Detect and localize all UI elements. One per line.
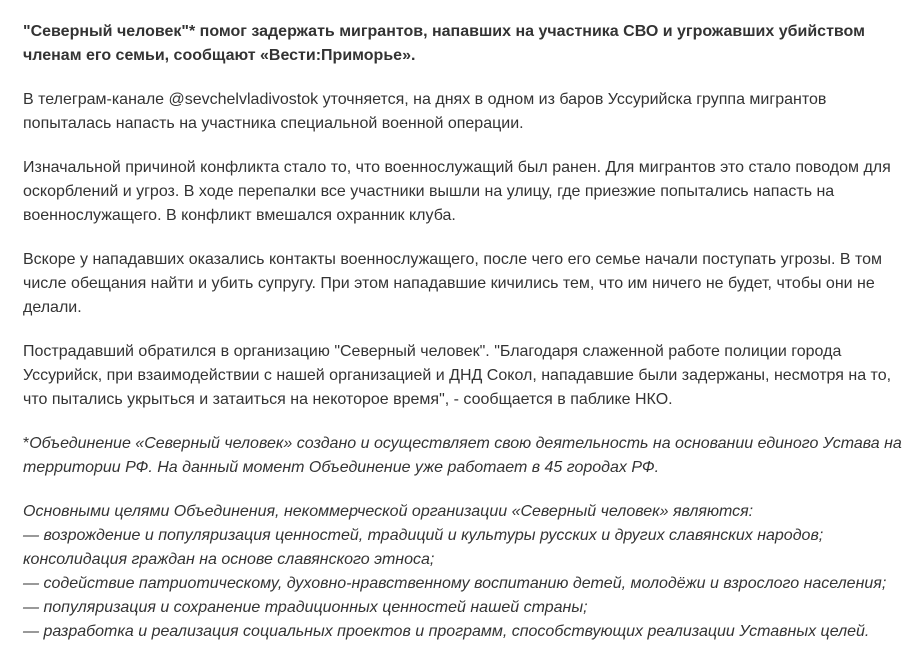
goal-item-1: — возрождение и популяризация ценностей, традиций и культуры русских и других славянских народов; — [23, 527, 824, 544]
goals-list — [23, 500, 902, 644]
goal-item-5: — разработка и реализация социальных проектов и программ, способствующих реализации Уставных целей. — [23, 623, 870, 640]
goal-item-4: — популяризация и сохранение традиционных ценностей нашей страны; — [23, 599, 588, 616]
article-lead: "Северный человек"* помог задержать мигрантов, напавших на участника СВО и угрожавших убийством членам его семьи, сообщают «Вести:Приморье». — [23, 23, 865, 64]
organization-note — [23, 432, 902, 480]
article-paragraph-3: Вскоре у нападавших оказались контакты военнослужащего, после чего его семье начали поступать угрозы. В том числе обещания найти и убить супругу. При этом нападавшие кичились тем, что им ничего не будет, чтобы они не делали. — [23, 251, 882, 316]
article-paragraph-4: Пострадавший обратился в организацию "Северный человек". "Благодаря слаженной работе полиции города Уссурийск, при взаимодействии с нашей организацией и ДНД Сокол, нападавшие были задержаны, несмотря на то, что пытались укрыться и затаиться на некоторое время", - сообщается в паблике НКО. — [23, 343, 892, 408]
note-text: Объединение «Северный человек» создано и осуществляет свою деятельность на основании единого Устава на территории РФ. На данный момент Объединение уже работает в 45 городах РФ. — [23, 435, 902, 476]
goal-item-2: консолидация граждан на основе славянского этноса; — [23, 551, 435, 568]
goals-intro: Основными целями Объединения, некоммерческой организации «Северный человек» являются: — [23, 503, 754, 520]
note-asterisk: * — [23, 435, 30, 452]
article-paragraph-1: В телеграм-канале @sevchelvladivostok уточняется, на днях в одном из баров Уссурийска группа мигрантов попыталась напасть на участника специальной военной операции. — [23, 91, 827, 132]
article-paragraph-2: Изначальной причиной конфликта стало то, что военнослужащий был ранен. Для мигрантов это стало поводом для оскорблений и угроз. В ходе перепалки все участники вышли на улицу, где приезжие попытались напасть на военнослужащего. В конфликт вмешался охранник клуба. — [23, 159, 891, 224]
goal-item-3: — содействие патриотическому, духовно-нравственному воспитанию детей, молодёжи и взрослого населения; — [23, 575, 887, 592]
